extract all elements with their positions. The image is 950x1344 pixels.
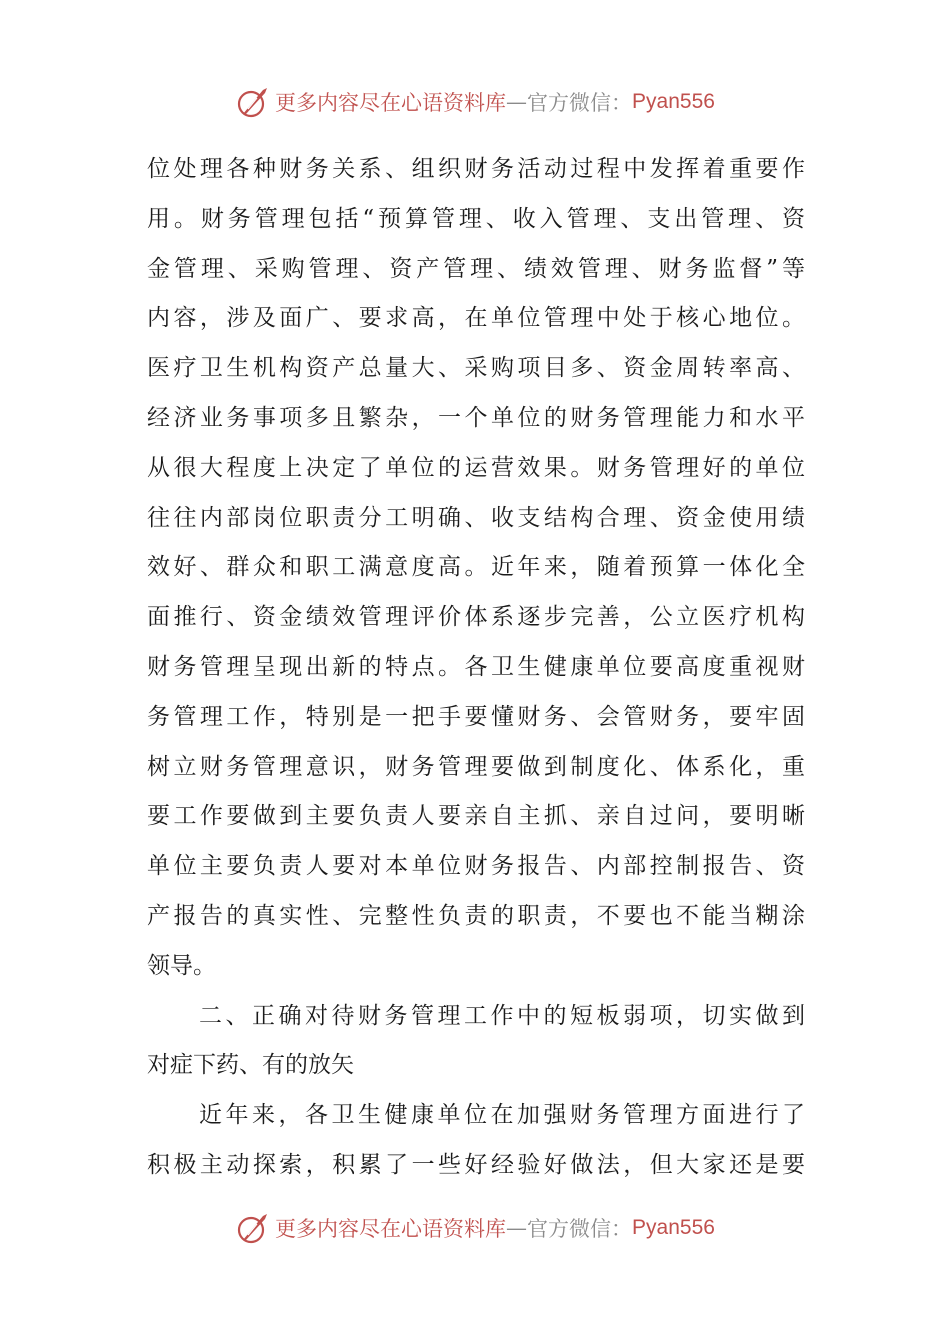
text-line: 用。财务管理包括“预算管理、收入管理、支出管理、资 [147, 205, 805, 232]
text-line: 积极主动探索，积累了一些好经验好做法，但大家还是要 [147, 1151, 805, 1178]
text-line: 二、正确对待财务管理工作中的短板弱项，切实做到 [199, 1002, 805, 1029]
quill-logo-icon [235, 84, 271, 120]
text-line: 面推行、资金绩效管理评价体系逐步完善，公立医疗机构 [147, 604, 805, 631]
text-line: 金管理、采购管理、资产管理、绩效管理、财务监督”等 [147, 255, 805, 282]
banner-wechat-id: Pyan556 [632, 90, 715, 113]
text-line: 效好、群众和职工满意度高。近年来，随着预算一体化全 [147, 554, 805, 581]
text-line: 财务管理呈现出新的特点。各卫生健康单位要高度重视财 [147, 653, 805, 680]
text-line: 内容，涉及面广、要求高，在单位管理中处于核心地位。 [147, 305, 805, 332]
banner-dash: — [506, 90, 528, 114]
text-line: 往往内部岗位职责分工明确、收支结构合理、资金使用绩 [147, 504, 805, 531]
text-line: 近年来，各卫生健康单位在加强财务管理方面进行了 [199, 1102, 805, 1129]
document-body [147, 145, 805, 1191]
text-line: 务管理工作，特别是一把手要懂财务、会管财务，要牢固 [147, 703, 805, 730]
banner-wechat-id: Pyan556 [632, 1216, 715, 1239]
text-line: 对症下药、有的放矢 [147, 1052, 354, 1079]
text-line: 产报告的真实性、完整性负责的职责，不要也不能当糊涂 [147, 902, 805, 929]
banner-text: 更多内容尽在心语资料库 [275, 91, 507, 115]
text-line: 位处理各种财务关系、组织财务活动过程中发挥着重要作 [147, 156, 805, 182]
text-line: 经济业务事项多且繁杂，一个单位的财务管理能力和水平 [147, 404, 805, 431]
text-line: 医疗卫生机构资产总量大、采购项目多、资金周转率高、 [147, 355, 805, 382]
text-line: 树立财务管理意识，财务管理要做到制度化、体系化，重 [147, 753, 805, 780]
footer-watermark [0, 1206, 950, 1250]
banner-dash: — [506, 1216, 528, 1240]
banner-wechat-label: 官方微信： [527, 1217, 633, 1241]
text-line: 领导。 [147, 952, 216, 979]
text-line: 要工作要做到主要负责人要亲自主抓、亲自过问，要明晰 [147, 803, 805, 830]
banner-wechat-label: 官方微信： [527, 91, 633, 115]
text-line: 单位主要负责人要对本单位财务报告、内部控制报告、资 [147, 853, 805, 880]
quill-logo-icon [235, 1210, 271, 1246]
header-watermark [0, 80, 950, 124]
text-line: 从很大程度上决定了单位的运营效果。财务管理好的单位 [147, 454, 805, 481]
banner-text: 更多内容尽在心语资料库 [275, 1217, 507, 1241]
